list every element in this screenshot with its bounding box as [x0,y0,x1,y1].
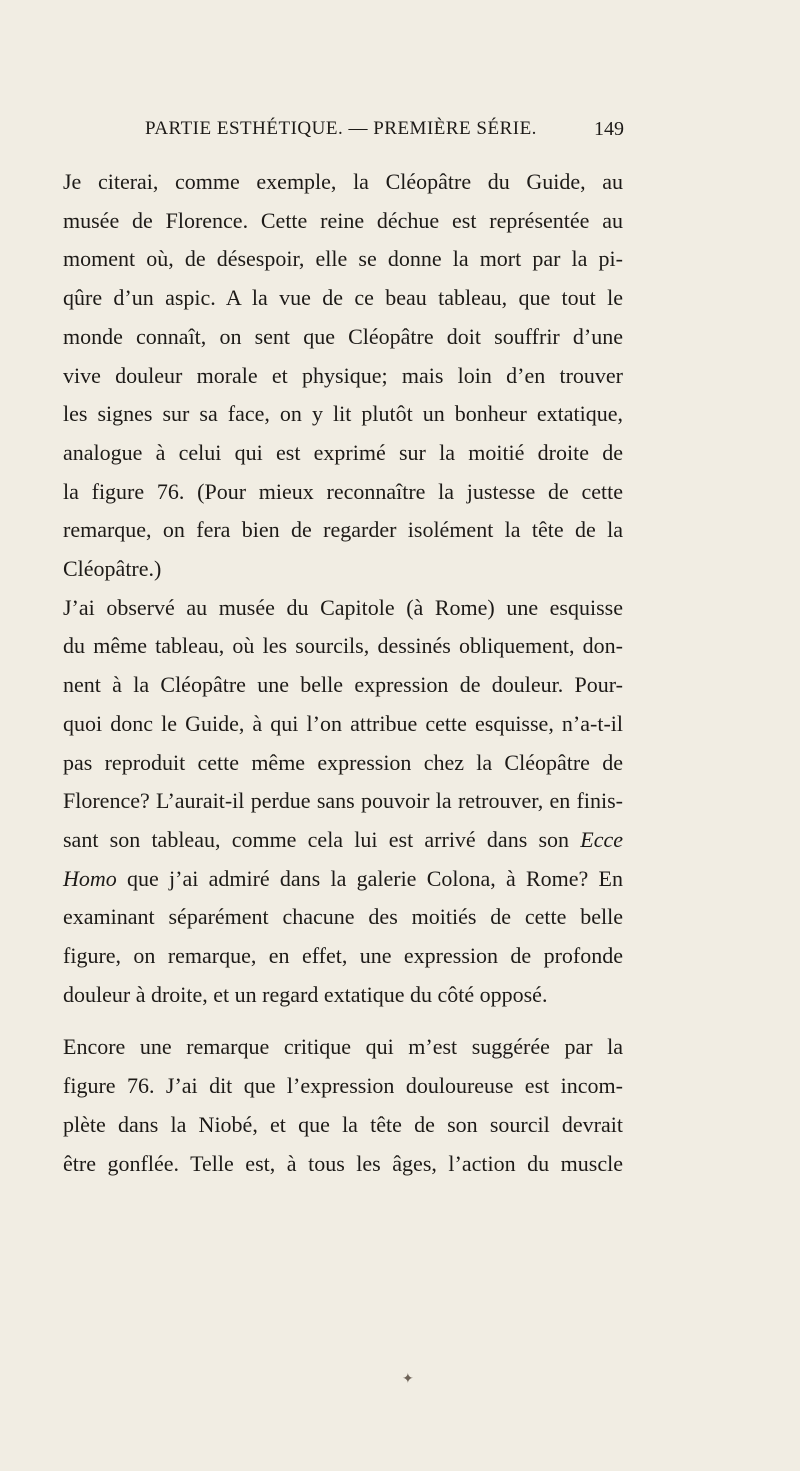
paragraph-3 [63,1028,623,1183]
text-line: Florence? L’aurait-il perdue sans pouvoir la retrouver, en finis- [63,788,623,814]
text-segment: sant son tableau, comme cela lui est arrivé dans son [63,826,570,852]
text-line: figure, on remarque, en effet, une expression de profonde [63,943,623,969]
body-text [63,163,623,1183]
text-line: moment où, de désespoir, elle se donne la mort par la pi- [63,246,623,272]
text-line: monde connaît, on sent que Cléopâtre doit souffrir d’une [63,323,623,349]
printer-mark: ✦ [402,1372,414,1387]
text-line: Je citerai, comme exemple, la Cléopâtre du Guide, au [63,169,623,194]
italic-title: Homo [63,865,117,891]
text-line: qûre d’un aspic. A la vue de ce beau tableau, que tout le [63,285,623,311]
text-line: quoi donc le Guide, à qui l’on attribue cette esquisse, n’a-t-il [63,710,623,736]
text-line-with-italic [63,860,623,899]
text-line: la figure 76. (Pour mieux reconnaître la justesse de cette [63,478,623,504]
text-line: du même tableau, où les sourcils, dessinés obliquement, don- [63,633,623,659]
italic-title: Ecce [580,826,624,852]
text-line: Cléopâtre.) [63,556,162,582]
text-line: les signes sur sa face, on y lit plutôt un bonheur extatique, [63,401,623,427]
text-line: Encore une remarque critique qui m’est suggérée par la [63,1034,623,1060]
text-line: remarque, on fera bien de regarder isolément la tête de la [63,517,623,543]
text-line: nent à la Cléopâtre une belle expression de douleur. Pour- [63,672,623,698]
text-line: figure 76. J’ai dit que l’expression douloureuse est incom- [63,1073,623,1099]
text-line-with-italic [63,821,623,860]
text-line: musée de Florence. Cette reine déchue est représentée au [63,207,623,233]
text-line: vive douleur morale et physique; mais loin d’en trouver [63,362,623,388]
text-line: pas reproduit cette même expression chez la Cléopâtre de [63,749,623,775]
text-line: examinant séparément chacune des moitiés de cette belle [63,904,623,930]
text-segment: que j’ai admiré dans la galerie Colona, à Rome? En [116,865,623,891]
text-line: être gonflée. Telle est, à tous les âges, l’action du muscle [63,1150,623,1176]
text-line: analogue à celui qui est exprimé sur la moitié droite de [63,439,623,465]
paragraph-spacing [63,1014,623,1028]
paragraph-1 [63,163,623,589]
text-line: douleur à droite, et un regard extatique du côté opposé. [63,981,548,1007]
page-number: 149 [594,118,624,140]
running-head: PARTIE ESTHÉTIQUE. — PREMIÈRE SÉRIE. [145,118,537,139]
text-line: J’ai observé au musée du Capitole (à Rome) une esquisse [63,594,623,620]
text-line: plète dans la Niobé, et que la tête de son sourcil devrait [63,1111,623,1137]
paragraph-2 [63,589,623,1015]
page-header [0,118,800,148]
